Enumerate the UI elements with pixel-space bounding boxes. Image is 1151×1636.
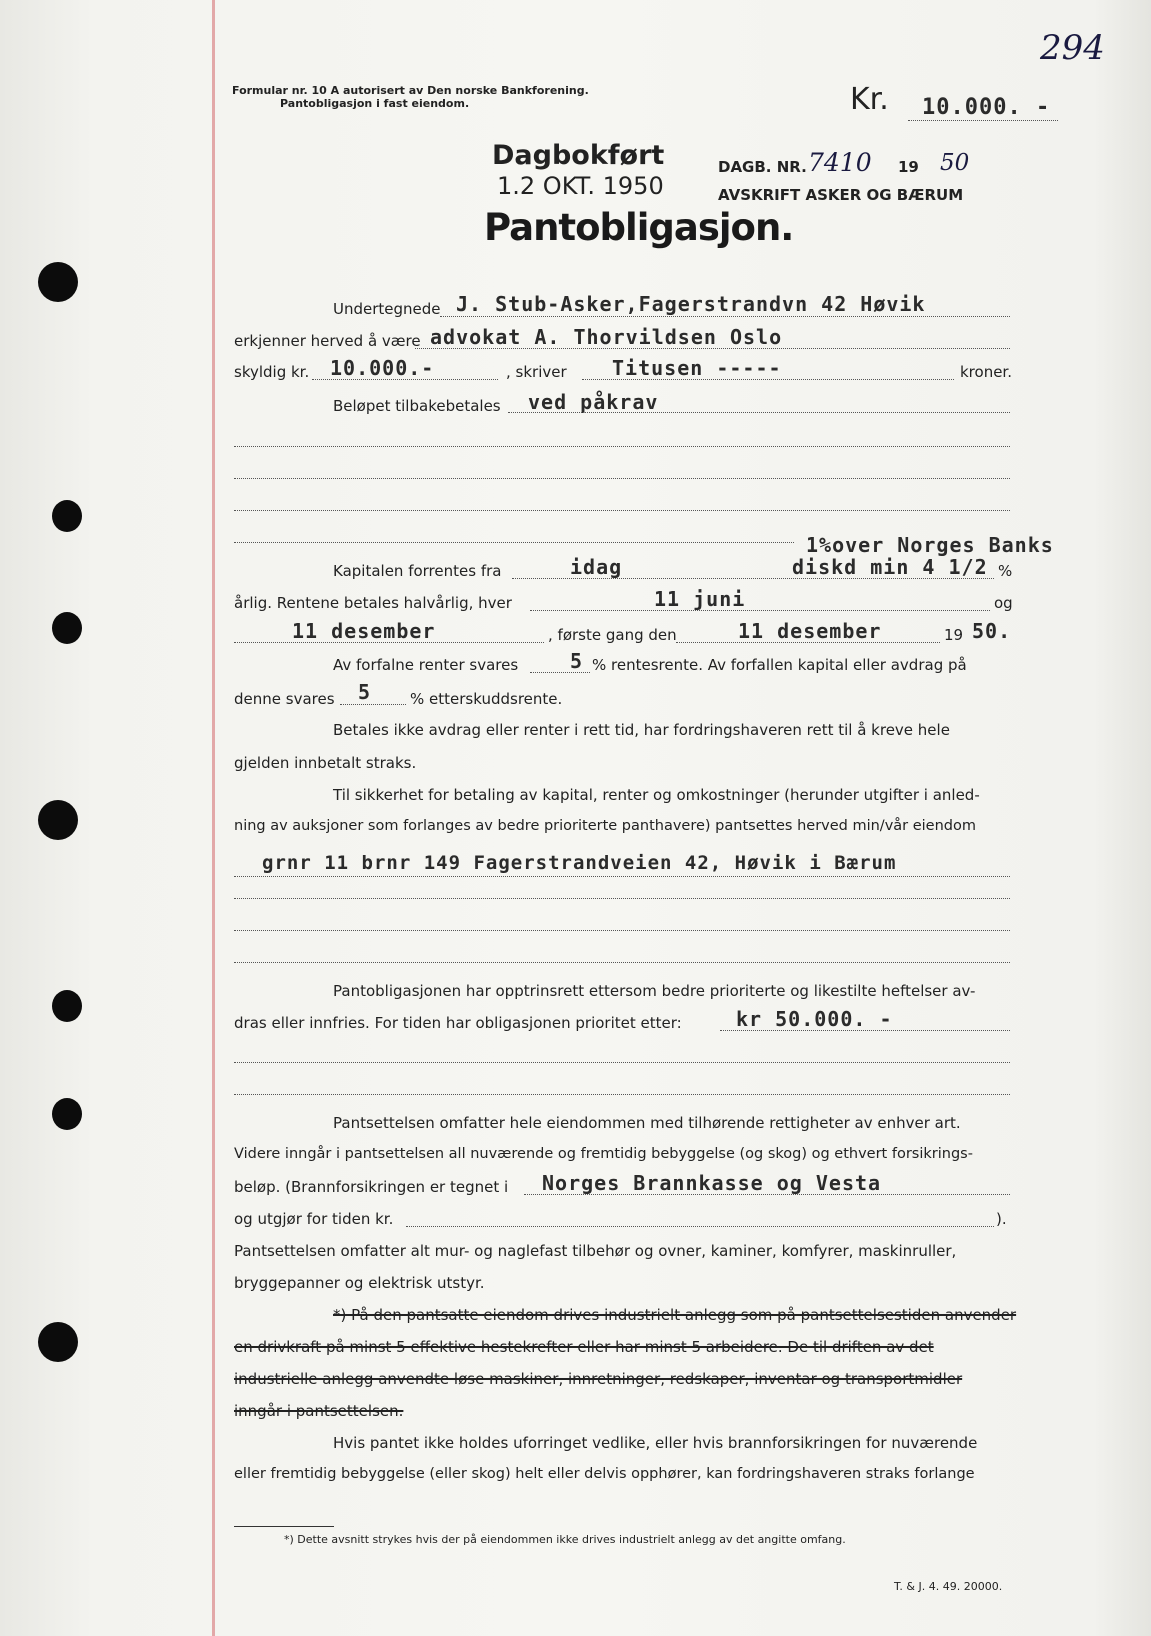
year-value: 50. [972, 619, 1012, 643]
industri-text: *) På den pantsatte eiendom drives industrielt anlegg som på pantsettelsestiden anvender [333, 1306, 1017, 1324]
punch-hole [38, 262, 78, 302]
arlig-value: 11 juni [654, 587, 746, 611]
fill-line [234, 930, 1010, 931]
sikkerhet-text-2: ning av auksjoner som forlanges av bedre prioriterte panthavere) pantsettes herved min/vår eiendom [234, 818, 976, 834]
fill-line [234, 478, 1010, 479]
undertegnede-label: Undertegnede [333, 300, 441, 318]
year-prefix: 19 [944, 626, 964, 644]
av-forfalne-text-2: % rentesrente. Av forfallen kapital eller avdrag på [592, 656, 967, 674]
fill-line [234, 446, 1010, 447]
fill-line [234, 642, 544, 643]
fill-line [340, 704, 406, 705]
fill-line [582, 379, 954, 380]
denne-svares-label: denne svares [234, 690, 335, 708]
betales-text: Betales ikke avdrag eller renter i rett tid, har fordringshaveren rett til å kreve hele [333, 721, 950, 739]
tilbehor-text: Pantsettelsen omfatter alt mur- og naglefast tilbehør og ovner, kaminer, komfyrer, maskinruller, [234, 1242, 957, 1260]
belopet-value: ved påkrav [528, 390, 659, 414]
avskrift-stamp: AVSKRIFT ASKER OG BÆRUM [718, 186, 964, 204]
fill-line [234, 542, 794, 543]
sikkerhet-text: Til sikkerhet for betaling av kapital, renter og omkostninger (herunder utgifter i anled- [333, 786, 980, 804]
skyldig-label: skyldig kr. [234, 363, 310, 381]
fill-line [530, 672, 590, 673]
etter-value: 5 [358, 680, 372, 704]
etterskudd-text: % etterskuddsrente. [410, 690, 563, 708]
dagbokfort-stamp: Dagbokført [492, 140, 665, 171]
punch-hole [52, 1098, 82, 1130]
fill-line [508, 412, 1010, 413]
kroner-label: kroner. [960, 363, 1012, 381]
document-title: Pantobligasjon. [484, 206, 794, 249]
opprinsrett-text-2: dras eller innfries. For tiden har obligasjonen prioritet etter: [234, 1014, 682, 1032]
omfatter-text: Pantsettelsen omfatter hele eiendommen med tilhørende rettigheter av enhver art. [333, 1114, 961, 1132]
property-value: grnr 11 brnr 149 Fagerstrandveien 42, Høvik i Bærum [262, 852, 897, 874]
forste-value: 11 desember [738, 619, 882, 643]
margin-red-line [212, 0, 215, 1636]
betales-text-2: gjelden innbetalt straks. [234, 754, 417, 772]
industri-text-4: inngår i pantsettelsen. [234, 1402, 404, 1420]
form-authorization: Formular nr. 10 A autorisert av Den norske Bankforening. [232, 84, 589, 97]
kr-amount: 10.000. - [922, 95, 1051, 120]
rate-value: diskd min 4 1/2 [792, 555, 988, 579]
punch-hole [38, 1322, 78, 1362]
arlig-label: årlig. Rentene betales halvårlig, hver [234, 594, 512, 612]
fill-line [512, 578, 994, 579]
footnote-rule [234, 1526, 334, 1527]
fill-line [530, 610, 990, 611]
omfatter-text-4-end: ). [996, 1210, 1007, 1228]
dagb-label: DAGB. NR. [718, 158, 807, 176]
rate-note: 1%over Norges Banks [806, 533, 1054, 557]
fill-line [440, 316, 1010, 317]
forste-label: , første gang den [548, 626, 677, 644]
industri-text-3: industrielle anlegg anvendte løse maskiner, innretninger, redskaper, inventar og transportmidler [234, 1370, 963, 1388]
fill-line [234, 1094, 1010, 1095]
kr-line [908, 120, 1058, 121]
omfatter-text-2: Videre inngår i pantsettelsen all nuværende og fremtidig bebyggelse (og skog) og ethvert forsikrings- [234, 1146, 973, 1162]
renter-value: 5 [570, 649, 584, 673]
dagb-number: 7410 [808, 148, 872, 177]
undertegnede-value: J. Stub-Asker,Fagerstrandvn 42 Høvik [456, 292, 926, 316]
form-type: Pantobligasjon i fast eiendom. [280, 97, 470, 110]
skyldig-value: 10.000.- [330, 356, 435, 380]
omfatter-text-3: beløp. (Brannforsikringen er tegnet i [234, 1178, 509, 1196]
fill-line [406, 1226, 994, 1227]
fill-line [312, 379, 498, 380]
erkjenner-value: advokat A. Thorvildsen Oslo [430, 325, 783, 349]
punch-hole [52, 500, 82, 532]
skriver-label: , skriver [506, 363, 567, 381]
av-forfalne-text: Av forfalne renter svares [333, 656, 519, 674]
kapitalen-label: Kapitalen forrentes fra [333, 562, 502, 580]
fill-line [234, 1062, 1010, 1063]
punch-hole [38, 800, 78, 840]
dagb-year: 50 [940, 150, 970, 176]
kr-label: Kr. [850, 82, 889, 117]
skriver-value: Titusen ----- [612, 356, 782, 380]
fill-line [415, 348, 1010, 349]
belopet-label: Beløpet tilbakebetales [333, 397, 501, 415]
printer-mark: T. & J. 4. 49. 20000. [894, 1580, 1003, 1593]
fill-line [524, 1194, 1010, 1195]
opprinsrett-text: Pantobligasjonen har opptrinsrett ettersom bedre prioriterte og likestilte heftelser av- [333, 982, 976, 1000]
second-date: 11 desember [292, 619, 436, 643]
kapitalen-value: idag [570, 555, 623, 579]
dagb-year-prefix: 19 [898, 158, 919, 176]
tilbehor-text-2: bryggepanner og elektrisk utstyr. [234, 1274, 485, 1292]
fill-line [234, 898, 1010, 899]
page-number: 294 [1040, 28, 1105, 68]
prioritet-value: kr 50.000. - [736, 1007, 893, 1031]
fill-line [234, 510, 1010, 511]
punch-hole [52, 612, 82, 644]
punch-hole [52, 990, 82, 1022]
fill-line [234, 962, 1010, 963]
og-label: og [994, 594, 1013, 612]
fill-line [676, 642, 940, 643]
erkjenner-label: erkjenner herved å være [234, 332, 421, 350]
hvis-text-2: eller fremtidig bebyggelse (eller skog) helt eller delvis opphører, kan fordringshaveren straks forlange [234, 1466, 975, 1482]
fill-line [234, 876, 1010, 877]
rate-percent: % [998, 562, 1013, 580]
industri-text-2: en drivkraft på minst 5 effektive hestekrefter eller har minst 5 arbeidere. De til driften av det [234, 1338, 934, 1356]
insurer-value: Norges Brannkasse og Vesta [542, 1171, 882, 1195]
footnote: *) Dette avsnitt strykes hvis der på eiendommen ikke drives industrielt anlegg av det angitte omfang. [284, 1533, 846, 1546]
omfatter-text-4: og utgjør for tiden kr. [234, 1210, 394, 1228]
hvis-text: Hvis pantet ikke holdes uforringet vedlike, eller hvis brannforsikringen for nuværende [333, 1434, 978, 1452]
fill-line [720, 1030, 1010, 1031]
stamp-date: 1.2 OKT. 1950 [497, 172, 664, 200]
